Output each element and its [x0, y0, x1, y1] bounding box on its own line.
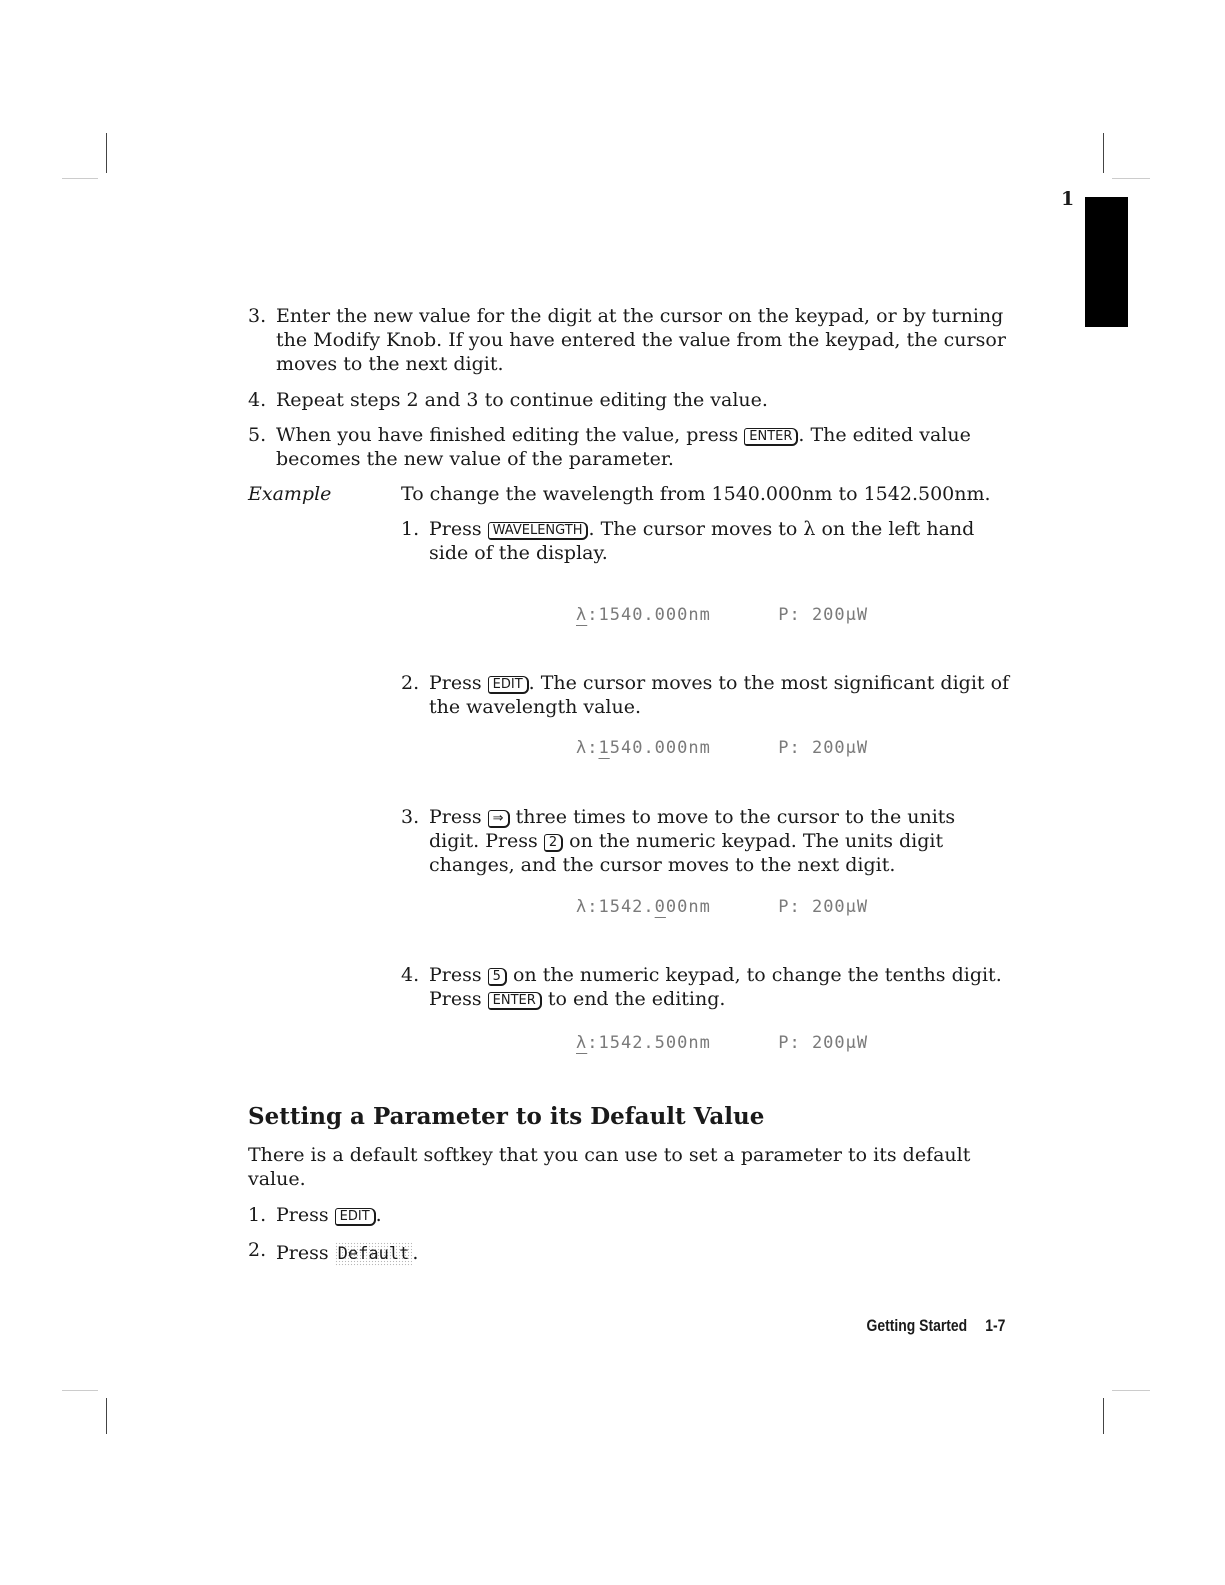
chapter-tab [1085, 197, 1128, 327]
step-text-line: Press 5 on the numeric keypad, to change the tenths digit. [429, 964, 1002, 986]
section-intro-line: value. [248, 1168, 306, 1190]
step-text-line: Press ENTER to end the editing. [429, 988, 726, 1010]
step-number: 1. [401, 518, 420, 540]
step-text-line: Repeat steps 2 and 3 to continue editing the value. [276, 389, 768, 411]
step-text-line: changes, and the cursor moves to the next digit. [429, 854, 896, 876]
edit-key: EDIT [488, 676, 529, 694]
enter-key: ENTER [488, 992, 542, 1010]
section-intro-line: There is a default softkey that you can use to set a parameter to its default [248, 1144, 971, 1166]
edit-key: EDIT [335, 1208, 376, 1226]
display-readout: λ:1540.000nm P: 200μW [576, 605, 869, 625]
page-number: 1-7 [984, 1316, 1005, 1335]
step-text-line: Press Default . [276, 1242, 419, 1264]
step-number: 5. [248, 424, 267, 446]
enter-key: ENTER [744, 428, 798, 446]
step-number: 4. [401, 964, 420, 986]
step-text-line: the wavelength value. [429, 696, 642, 718]
right-arrow-key: ⇒ [488, 810, 510, 828]
display-cursor: 1 [598, 738, 610, 758]
crop-mark [1103, 1398, 1104, 1434]
display-cursor: 0 [654, 897, 666, 917]
section-heading: Setting a Parameter to its Default Value [248, 1103, 765, 1130]
wavelength-key: WAVELENGTH [488, 522, 589, 540]
step-text-line: side of the display. [429, 542, 608, 564]
display-cursor: λ [576, 1033, 588, 1053]
step-number: 2. [401, 672, 420, 694]
step-text-line: moves to the next digit. [276, 353, 504, 375]
crop-mark [106, 1398, 107, 1434]
crop-mark [1112, 178, 1150, 179]
crop-mark [1112, 1390, 1150, 1391]
digit-5-key: 5 [488, 968, 507, 986]
step-number: 4. [248, 389, 267, 411]
step-text-line: Press EDIT . [276, 1204, 382, 1226]
display-cursor: λ [576, 605, 588, 625]
step-text-line: When you have finished editing the value, press ENTER . The edited value [276, 424, 971, 446]
step-text-line: becomes the new value of the parameter. [276, 448, 674, 470]
step-text-line: digit. Press 2 on the numeric keypad. The units digit [429, 830, 944, 852]
step-number: 1. [248, 1204, 267, 1226]
example-intro: To change the wavelength from 1540.000nm to 1542.500nm. [401, 483, 991, 505]
crop-mark [62, 178, 98, 179]
step-text-line: Press WAVELENGTH . The cursor moves to λ on the left hand [429, 518, 975, 540]
crop-mark [1103, 133, 1104, 173]
example-label: Example [248, 483, 332, 505]
digit-2-key: 2 [544, 834, 563, 852]
display-readout: λ:1542.000nm P: 200μW [576, 897, 869, 917]
display-readout: λ:1540.000nm P: 200μW [576, 738, 869, 758]
step-text-line: Enter the new value for the digit at the cursor on the keypad, or by turning [276, 305, 1004, 327]
step-text-line: the Modify Knob. If you have entered the value from the keypad, the cursor [276, 329, 1006, 351]
footer-section: Getting Started [866, 1316, 967, 1335]
page-footer [866, 1316, 1005, 1336]
crop-mark [62, 1390, 98, 1391]
chapter-number: 1 [1061, 188, 1075, 210]
step-number: 2. [248, 1239, 267, 1261]
crop-mark [106, 133, 107, 173]
default-softkey: Default [335, 1242, 413, 1266]
step-number: 3. [248, 305, 267, 327]
step-text-line: Press ⇒ three times to move to the cursor to the units [429, 806, 956, 828]
display-readout: λ:1542.500nm P: 200μW [576, 1033, 869, 1053]
step-text-line: Press EDIT . The cursor moves to the most significant digit of [429, 672, 1010, 694]
step-number: 3. [401, 806, 420, 828]
